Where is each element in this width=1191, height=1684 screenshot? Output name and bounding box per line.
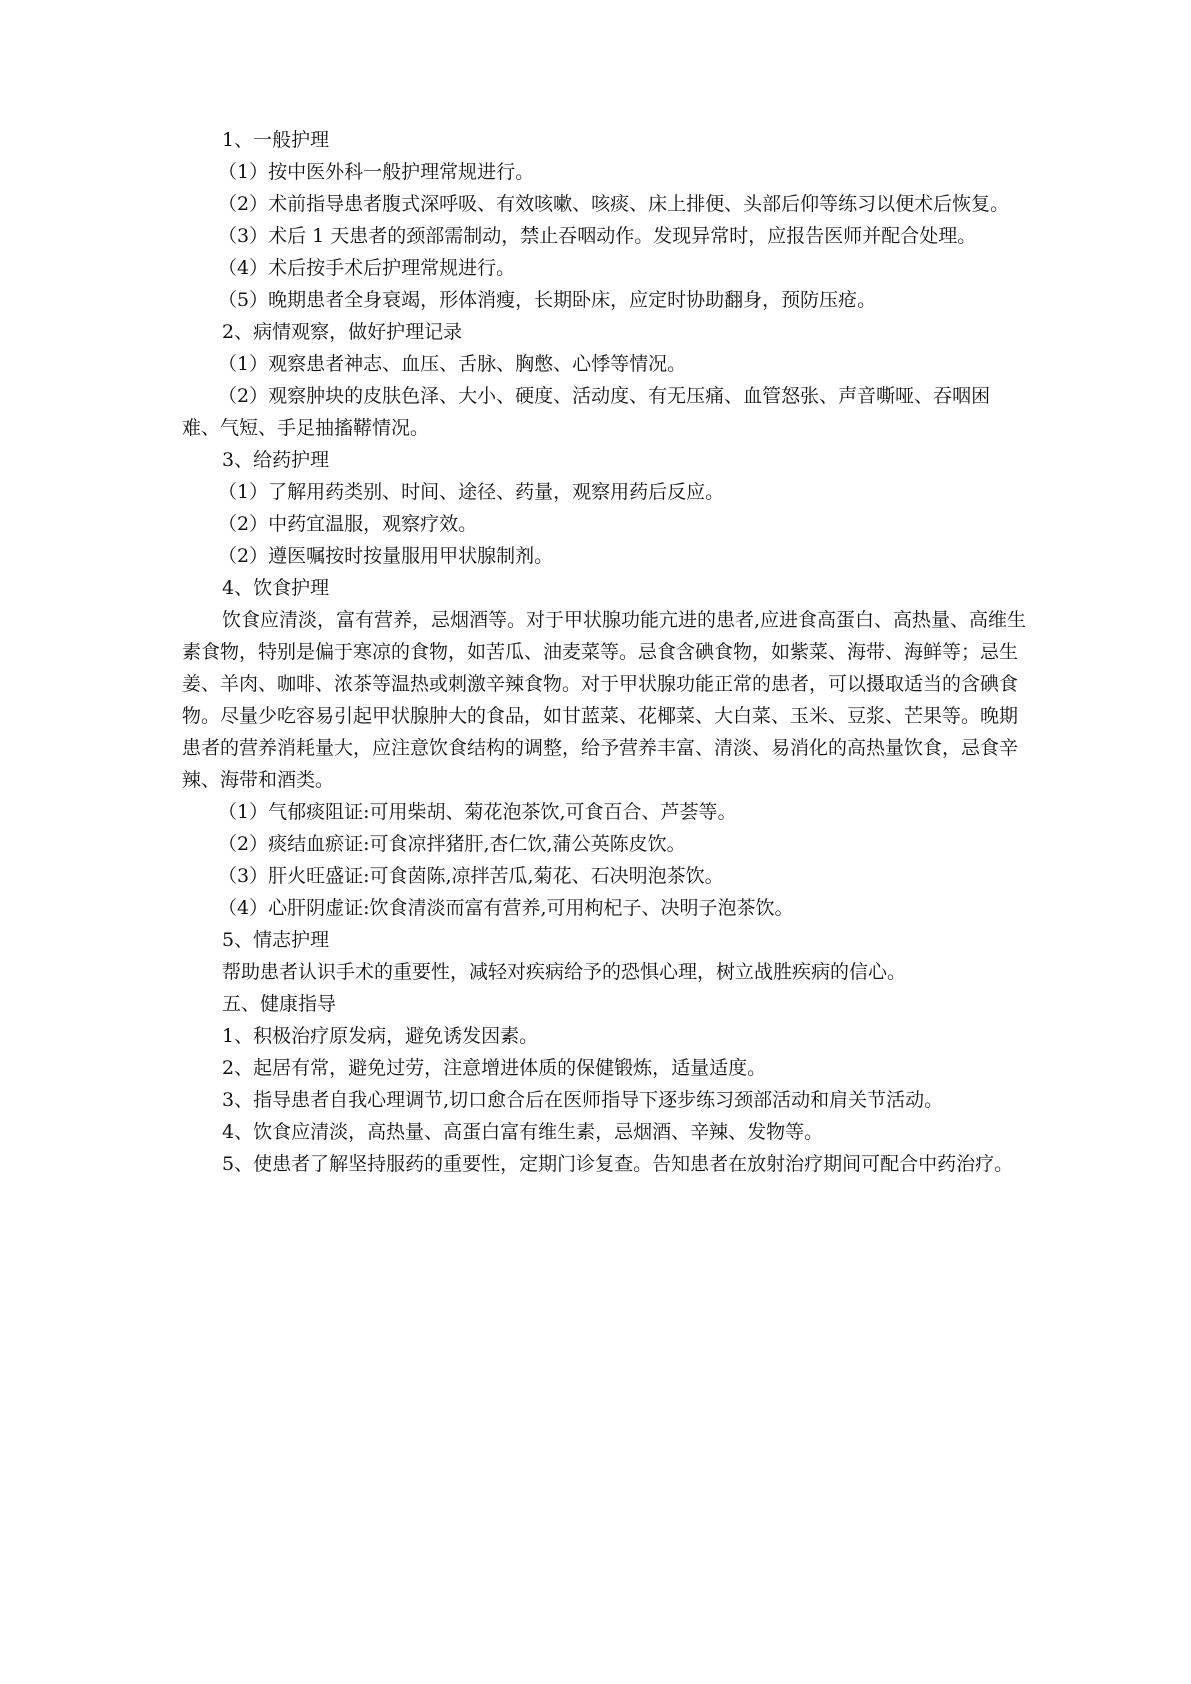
list-item: 2、起居有常，避免过劳，注意增进体质的保健锻炼，适量适度。 <box>222 1057 767 1079</box>
list-item: （4）心肝阴虚证:饮食清淡而富有营养,可用枸杞子、决明子泡茶饮。 <box>218 897 794 919</box>
list-item: （2）中药宜温服，观察疗效。 <box>218 513 478 535</box>
list-item: （1）气郁痰阻证:可用柴胡、菊花泡茶饮,可食百合、芦荟等。 <box>218 801 737 823</box>
list-item: （2）痰结血瘀证:可食凉拌猪肝,杏仁饮,蒲公英陈皮饮。 <box>218 833 686 855</box>
section-heading-medication: 3、给药护理 <box>222 449 330 471</box>
list-item: （1）按中医外科一般护理常规进行。 <box>218 161 535 183</box>
list-item: 5、使患者了解坚持服药的重要性，定期门诊复查。告知患者在放射治疗期间可配合中药治疗。 <box>222 1153 1014 1175</box>
list-item: （1）观察患者神志、血压、舌脉、胸憋、心悸等情况。 <box>218 353 687 375</box>
emotional-paragraph: 帮助患者认识手术的重要性，减轻对疾病给予的恐惧心理，树立战胜疾病的信心。 <box>222 961 907 983</box>
section-heading-general-care: 1、一般护理 <box>222 129 330 151</box>
list-item: （4）术后按手术后护理常规进行。 <box>218 257 516 279</box>
list-item: （3）肝火旺盛证:可食茵陈,凉拌苦瓜,菊花、石决明泡茶饮。 <box>218 865 724 887</box>
list-item: 1、积极治疗原发病，避免诱发因素。 <box>222 1025 539 1047</box>
list-item: （2）术前指导患者腹式深呼吸、有效咳嗽、咳痰、床上排便、头部后仰等练习以便术后恢复。 <box>218 193 1010 215</box>
section-heading-observation: 2、病情观察，做好护理记录 <box>222 321 463 343</box>
section-heading-diet: 4、饮食护理 <box>222 577 330 599</box>
list-item: （1）了解用药类别、时间、途径、药量，观察用药后反应。 <box>218 481 725 503</box>
list-item: 4、饮食应清淡，高热量、高蛋白富有维生素，忌烟酒、辛辣、发物等。 <box>222 1121 824 1143</box>
list-item: （2）观察肿块的皮肤色泽、大小、硬度、活动度、有无压痛、血管怒张、声音嘶哑、吞咽困难、气短、手足抽搐鞯情况。 <box>182 385 991 439</box>
document-body <box>182 124 1028 1180</box>
list-item: （3）术后 1 天患者的颈部需制动，禁止吞咽动作。发现异常时，应报告医师并配合处理。 <box>218 225 977 247</box>
list-item: 3、指导患者自我心理调节,切口愈合后在医师指导下逐步练习颈部活动和肩关节活动。 <box>222 1089 944 1111</box>
list-item: （5）晚期患者全身衰竭，形体消瘦，长期卧床，应定时协助翻身，预防压疮。 <box>218 289 877 311</box>
section-heading-emotional: 5、情志护理 <box>222 929 330 951</box>
section-heading-health-guidance: 五、健康指导 <box>222 993 337 1015</box>
diet-paragraph: 饮食应清淡，富有营养，忌烟酒等。对于甲状腺功能亢进的患者,应进食高蛋白、高热量、高维生素食物，特别是偏于寒凉的食物，如苦瓜、油麦菜等。忌食含碘食物，如紫菜、海带、海鲜等；忌生姜、羊肉、咖啡、浓茶等温热或刺激辛辣食物。对于甲状腺功能正常的患者，可以摄取适当的含碘食物。尽量少吃容易引起甲状腺肿大的食品，如甘蓝菜、花椰菜、大白菜、玉米、豆浆、芒果等。晚期患者的营养消耗量大，应注意饮食结构的调整，给予营养丰富、清淡、易消化的高热量饮食，忌食辛辣、海带和酒类。 <box>182 609 1027 791</box>
list-item: （2）遵医嘱按时按量服用甲状腺制剂。 <box>218 545 554 567</box>
